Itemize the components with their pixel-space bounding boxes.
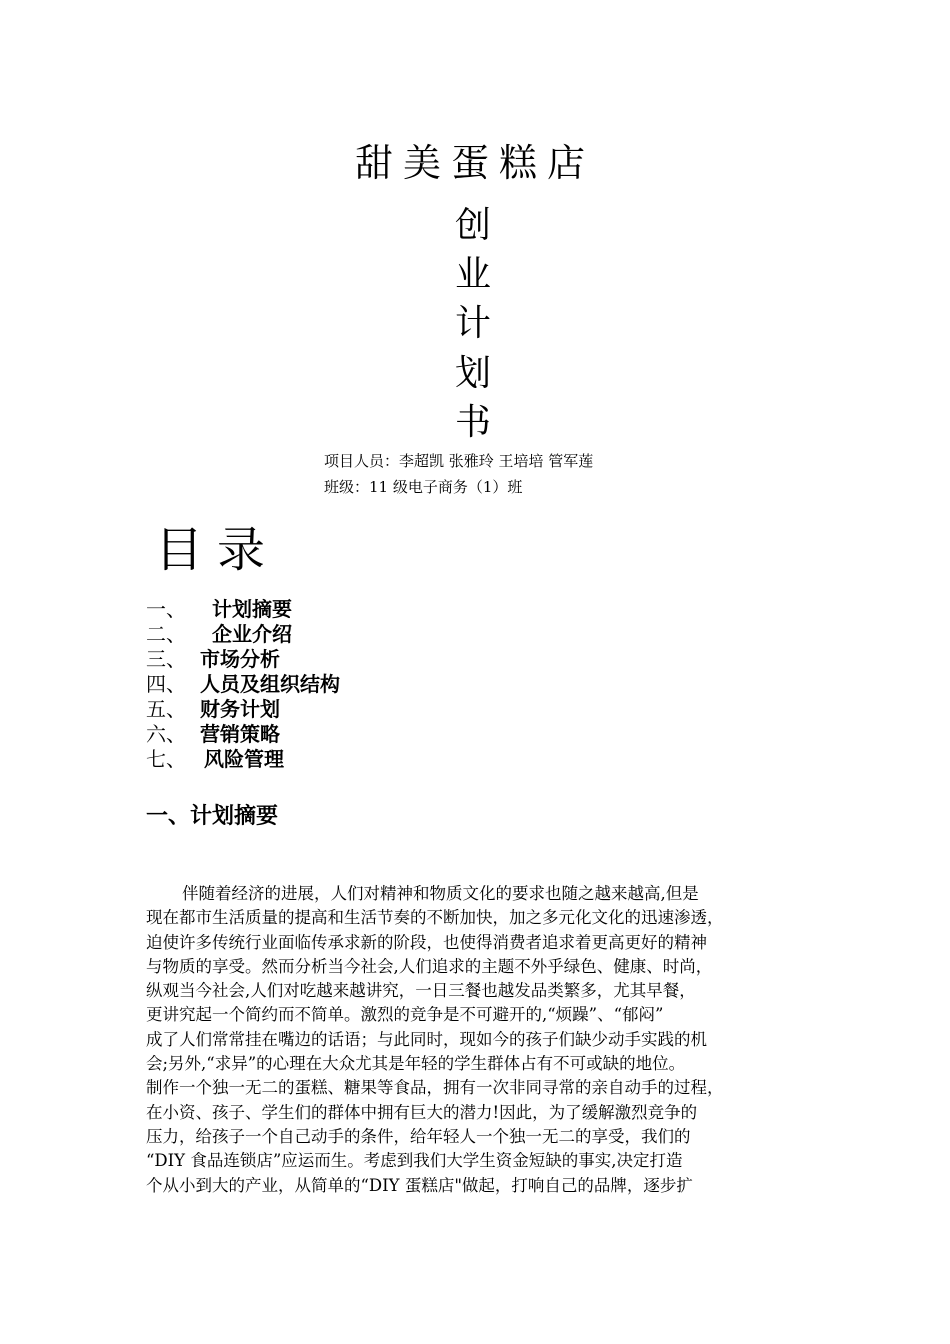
toc-item-number: 五、: [146, 697, 186, 721]
toc-item: [146, 647, 746, 672]
paragraph-line: “DIY 食品连锁店”应运而生。考虑到我们大学生资金短缺的事实,决定打造: [146, 1151, 683, 1171]
document-title: 甜美蛋糕店: [354, 141, 595, 185]
toc-item: [146, 597, 746, 622]
paragraph-line: 纵观当今社会,人们对吃越来越讲究，一日三餐也越发品类繁多，尤其早餐，: [146, 981, 696, 1001]
toc-item-label: 企业介绍: [212, 622, 292, 646]
paragraph-line: 与物质的享受。然而分析当今社会,人们追求的主题不外乎绿色、健康、时尚，: [146, 956, 713, 976]
title-char: 业: [455, 254, 492, 295]
paragraph-line: 更讲究起一个简约而不简单。激烈的竞争是不可避开的,“烦躁”、“郁闷”: [146, 1005, 664, 1025]
toc-list: [146, 597, 746, 772]
toc-item: [146, 622, 746, 647]
toc-item-number: 六、: [146, 722, 186, 746]
paragraph-line: 个从小到大的产业，从简单的“DIY 蛋糕店"做起，打响自己的品牌，逐步扩: [146, 1175, 693, 1195]
toc-item-label: 市场分析: [200, 647, 280, 671]
toc-item-number: 三、: [146, 647, 186, 671]
toc-item: [146, 697, 746, 722]
toc-item-number: 七、: [146, 747, 186, 771]
paragraph-line: 会;另外,“求异”的心理在大众尤其是年轻的学生群体占有不可或缺的地位。: [146, 1054, 686, 1074]
toc-item-number: 一、: [146, 597, 186, 621]
title-char: 创: [455, 205, 492, 246]
section-heading: 一、计划摘要: [146, 804, 279, 829]
paragraph-line: 成了人们常常挂在嘴边的话语；与此同时，现如今的孩子们缺少动手实践的机: [146, 1029, 707, 1049]
title-char: 书: [455, 402, 492, 443]
paragraph-line: 制作一个独一无二的蛋糕、糖果等食品，拥有一次非同寻常的亲自动手的过程，: [146, 1078, 724, 1098]
toc-item-label: 营销策略: [200, 722, 280, 746]
toc-item-label: 人员及组织结构: [200, 672, 340, 696]
paragraph-line: 伴随着经济的进展，人们对精神和物质文化的要求也随之越来越高,但是: [182, 884, 699, 903]
toc-title: 目录: [155, 522, 280, 578]
title-char: 划: [455, 353, 492, 394]
paragraph-line: 迫使许多传统行业面临传承求新的阶段，也使得消费者追求着更高更好的精神: [146, 932, 707, 952]
title-char: 计: [455, 303, 492, 344]
class-info: 班级：11 级电子商务（1）班: [324, 478, 523, 496]
toc-item: [146, 747, 746, 772]
toc-item-label: 财务计划: [200, 697, 280, 721]
project-members: 项目人员：李超凯 张雅玲 王培培 管军莲: [324, 452, 594, 470]
paragraph-line: 在小资、孩子、学生们的群体中拥有巨大的潜力!因此，为了缓解激烈竞争的: [146, 1102, 698, 1122]
toc-item-number: 二、: [146, 622, 186, 646]
section-body: [146, 882, 806, 1198]
toc-item-label: 计划摘要: [212, 597, 292, 621]
toc-item-number: 四、: [146, 672, 186, 696]
toc-item: [146, 722, 746, 747]
paragraph-line: 现在都市生活质量的提高和生活节奏的不断加快，加之多元化文化的迅速渗透，: [146, 908, 724, 928]
paragraph-line: 压力，给孩子一个自己动手的条件，给年轻人一个独一无二的享受，我们的: [146, 1126, 691, 1146]
toc-item-label: 风险管理: [204, 747, 284, 771]
toc-item: [146, 672, 746, 697]
